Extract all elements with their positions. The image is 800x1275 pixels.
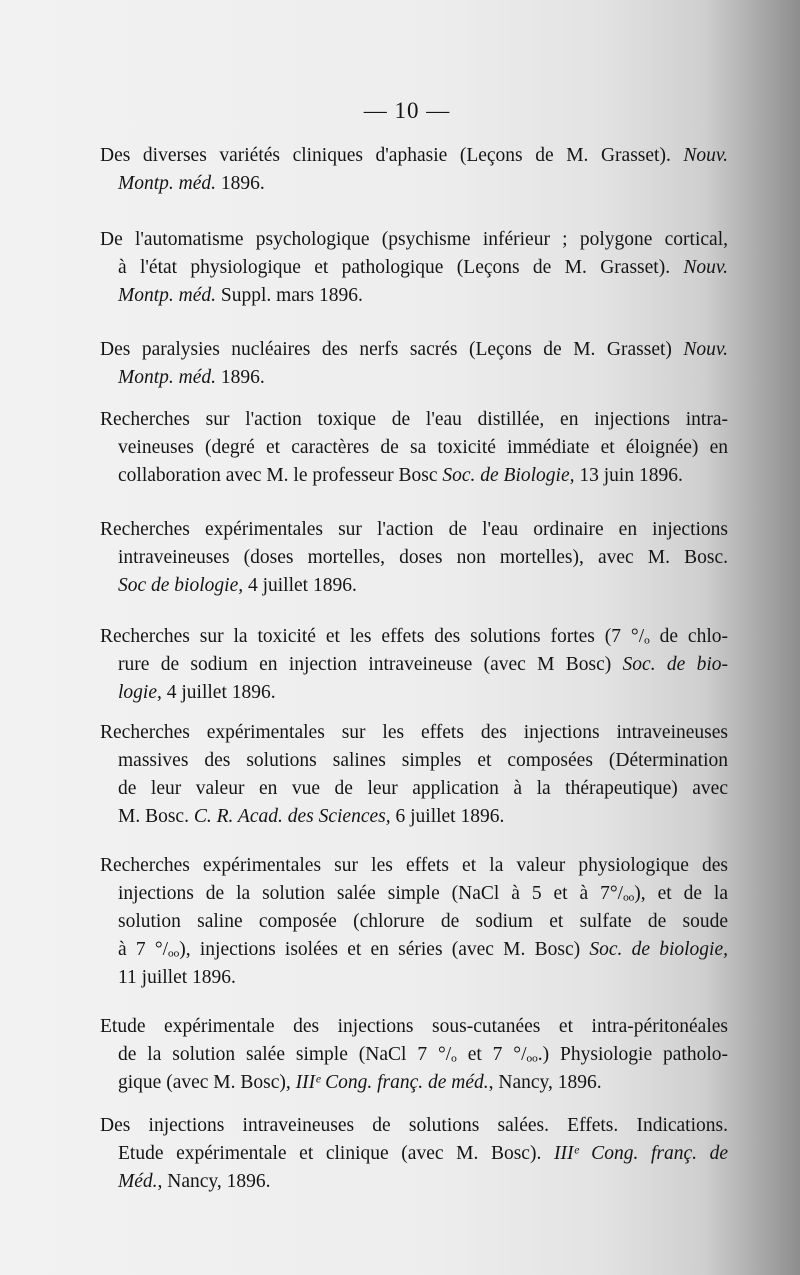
line-text: de leur valeur en vue de leur application à la thérapeutique) avec <box>118 778 728 799</box>
bibliography-entry <box>100 336 728 392</box>
bibliography-entry <box>100 406 728 490</box>
line-text: solution saline composée (chlorure de sodium et sulfate de soude <box>118 911 728 932</box>
entry-line <box>100 679 728 707</box>
entry-line <box>100 142 728 170</box>
entry-line <box>100 170 728 198</box>
line-text: collaboration avec M. le professeur Bosc <box>118 465 443 486</box>
entry-line <box>100 282 728 310</box>
entry-line <box>100 964 728 992</box>
bibliography-entry <box>100 1112 728 1196</box>
line-text: Des injections intraveineuses de solutions salées. Effets. Indications. <box>100 1115 728 1136</box>
line-text: intraveineuses (doses mortelles, doses non mortelles), avec M. Bosc. <box>118 547 728 568</box>
line-text: Etude expérimentale et clinique (avec M. Bosc). <box>118 1143 554 1164</box>
citation-italic: Soc. de Biologie, <box>442 465 575 486</box>
bibliography-entry <box>100 1013 728 1097</box>
entry-line <box>100 1013 728 1041</box>
entry-line <box>100 936 728 964</box>
citation-italic: Montp. méd. <box>118 285 217 306</box>
entry-line <box>100 1112 728 1140</box>
line-text: Des diverses variétés cliniques d'aphasie (Leçons de M. Grasset). <box>100 145 684 166</box>
citation-italic: Soc. de biologie, <box>589 939 729 960</box>
line-text: Des paralysies nucléaires des nerfs sacrés (Leçons de M. Grasset) <box>100 339 684 360</box>
line-text: Recherches sur la toxicité et les effets des solutions fortes (7 °/ₒ de chlo- <box>100 626 728 647</box>
citation-italic: Soc de biologie, <box>118 575 244 596</box>
line-text: M. Bosc. <box>118 806 194 827</box>
entry-line <box>100 364 728 392</box>
citation-italic: Méd. <box>118 1171 158 1192</box>
page-number: — 10 — <box>363 98 451 123</box>
citation-italic: C. R. Acad. des Sciences, <box>193 806 391 827</box>
entry-line <box>100 434 728 462</box>
entry-line <box>100 226 728 254</box>
entry-line <box>100 747 728 775</box>
bibliography-entry <box>100 516 728 600</box>
entry-line <box>100 572 728 600</box>
citation-date: 6 juillet 1896. <box>390 806 505 827</box>
citation-italic: logie, <box>118 682 162 703</box>
line-text: veineuses (degré et caractères de sa toxicité immédiate et éloignée) en <box>118 437 728 458</box>
citation-italic: Montp. méd. <box>118 367 217 388</box>
entry-line <box>100 775 728 803</box>
line-text: injections de la solution salée simple (NaCl à 5 et à 7°/ₒₒ), et de la <box>118 883 728 904</box>
line-text: rure de sodium en injection intraveineuse (avec M Bosc) <box>118 654 623 675</box>
citation-date: , Nancy, 1896. <box>157 1171 271 1192</box>
citation-italic: Nouv. <box>683 257 728 278</box>
bibliography-entry <box>100 852 728 992</box>
entry-line <box>100 803 728 831</box>
entry-line <box>100 462 728 490</box>
entry-line <box>100 852 728 880</box>
line-text: Recherches expérimentales sur les effets des injections intraveineuses <box>100 722 728 743</box>
entry-line <box>100 651 728 679</box>
citation-date: Suppl. mars 1896. <box>216 285 363 306</box>
entry-line <box>100 544 728 572</box>
line-text: Recherches sur l'action toxique de l'eau distillée, en injections intra- <box>100 409 728 430</box>
entry-line <box>100 880 728 908</box>
entry-line <box>100 254 728 282</box>
citation-italic: Montp. méd. <box>118 173 217 194</box>
line-text: à l'état physiologique et pathologique (Leçons de M. Grasset). <box>118 257 684 278</box>
entry-line <box>100 336 728 364</box>
citation-italic: Nouv. <box>683 145 728 166</box>
citation-italic: IIIᵉ Cong. franç. de méd. <box>295 1072 489 1093</box>
citation-date: , Nancy, 1896. <box>488 1072 602 1093</box>
citation-date: 1896. <box>216 367 265 388</box>
entry-line <box>100 623 728 651</box>
bibliography-entry <box>100 719 728 831</box>
entry-line <box>100 908 728 936</box>
line-text: massives des solutions salines simples et composées (Détermination <box>118 750 728 771</box>
line-text: 11 juillet 1896. <box>118 967 236 988</box>
citation-italic: IIIᵉ Cong. franç. de <box>553 1143 729 1164</box>
line-text: De l'automatisme psychologique (psychisme inférieur ; polygone cortical, <box>100 229 728 250</box>
entry-line <box>100 1069 728 1097</box>
line-text: Recherches expérimentales sur l'action de l'eau ordinaire en injections <box>100 519 728 540</box>
entry-line <box>100 516 728 544</box>
line-text: gique (avec M. Bosc), <box>118 1072 296 1093</box>
citation-date: 13 juin 1896. <box>574 465 683 486</box>
line-text: de la solution salée simple (NaCl 7 °/ₒ et 7 °/ₒₒ.) Physiologie patholo- <box>118 1044 728 1065</box>
entry-line <box>100 1041 728 1069</box>
citation-date: 4 juillet 1896. <box>243 575 357 596</box>
citation-italic: Nouv. <box>683 339 728 360</box>
bibliography-entry <box>100 623 728 707</box>
entry-line <box>100 406 728 434</box>
bibliography-entry <box>100 142 728 198</box>
citation-date: 4 juillet 1896. <box>161 682 276 703</box>
line-text: à 7 °/ₒₒ), injections isolées et en séries (avec M. Bosc) <box>118 939 590 960</box>
bibliography-entry <box>100 226 728 310</box>
entry-line <box>100 719 728 747</box>
entry-line <box>100 1140 728 1168</box>
line-text: Etude expérimentale des injections sous-cutanées et intra-péritonéales <box>100 1016 728 1037</box>
entry-line <box>100 1168 728 1196</box>
citation-date: 1896. <box>216 173 265 194</box>
line-text: Recherches expérimentales sur les effets et la valeur physiologique des <box>100 855 728 876</box>
citation-italic: Soc. de bio- <box>622 654 728 675</box>
